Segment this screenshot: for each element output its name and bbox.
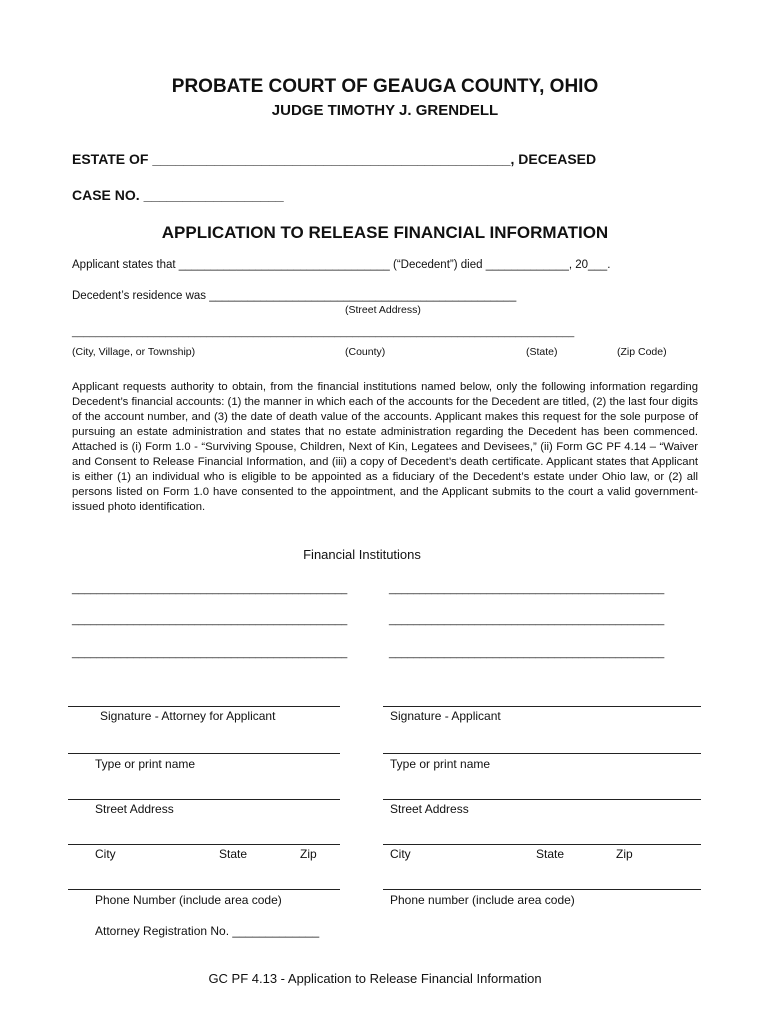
applicant-zip-label: Zip bbox=[616, 847, 633, 861]
applicant-state-label: State bbox=[536, 847, 565, 861]
attorney-street-label: Street Address bbox=[95, 802, 174, 816]
authority-paragraph: Applicant requests authority to obtain, from the financial institutions named below, only the following information regarding Decedent’s financial accounts: (1) the manner in which each of the accounts for the Decedent are titled, (2) the last four digits of the account number, and (3) the date of death value of the accounts. Applicant makes this request for the sole purpose of pursuing an estate administration and states that no estate administration regarding the Decedent has been commenced. Attached is (i) Form 1.0 - “Surviving Spouse, Children, Next of Kin, Legatees and Devisees,” (ii) Form GC PF 4.14 – “Waiver and Consent to Release Financial Information, and (iii) a copy of Decedent’s death certificate. Applicant states that Applicant is either (1) an individual who is eligible to be appointed as a fiduciary of the Decedent’s estate under Ohio law, or (2) all persons listed on Form 1.0 have consented to the appointment, and the Applicant submits to the court a valid government-issued photo identification. bbox=[72, 381, 698, 513]
attorney-state-label: State bbox=[219, 847, 248, 861]
judge-name: JUDGE TIMOTHY J. GRENDELL bbox=[271, 102, 499, 119]
attorney-name-line[interactable] bbox=[68, 753, 340, 754]
attorney-street-line[interactable] bbox=[68, 799, 340, 800]
attorney-signature-label: Signature - Attorney for Applicant bbox=[100, 709, 276, 723]
applicant-signature-label: Signature - Applicant bbox=[390, 709, 501, 723]
attorney-city-label: City bbox=[95, 847, 116, 861]
applicant-name-label: Type or print name bbox=[390, 757, 491, 771]
applicant-street-line[interactable] bbox=[383, 799, 701, 800]
institution-blank-4[interactable]: _____________________________________________ bbox=[389, 614, 665, 626]
street-address-caption: (Street Address) bbox=[345, 304, 421, 316]
form-title: APPLICATION TO RELEASE FINANCIAL INFORMATION bbox=[161, 223, 609, 242]
attorney-zip-label: Zip bbox=[300, 847, 317, 861]
institution-blank-6[interactable]: _____________________________________________ bbox=[389, 647, 665, 659]
city-caption: (City, Village, or Township) bbox=[72, 346, 196, 358]
zip-caption: (Zip Code) bbox=[617, 346, 667, 358]
institution-blank-2[interactable]: _____________________________________________ bbox=[389, 583, 665, 595]
institution-blank-5[interactable]: _____________________________________________ bbox=[72, 647, 348, 659]
court-title: PROBATE COURT OF GEAUGA COUNTY, OHIO bbox=[171, 76, 599, 97]
attorney-registration-line: Attorney Registration No. _____________ bbox=[95, 924, 320, 938]
attorney-city-line[interactable] bbox=[68, 844, 340, 845]
case-number-line: CASE NO. __________________ bbox=[72, 187, 284, 203]
attorney-phone-label: Phone Number (include area code) bbox=[95, 893, 282, 907]
form-footer: GC PF 4.13 - Application to Release Financial Information bbox=[208, 971, 542, 986]
applicant-phone-label: Phone number (include area code) bbox=[390, 893, 575, 907]
attorney-phone-line[interactable] bbox=[68, 889, 340, 890]
applicant-statement-line: Applicant states that _________________________________ (“Decedent”) died _____________, 20___. bbox=[72, 259, 611, 271]
estate-line: ESTATE OF ______________________________________________, DECEASED bbox=[72, 151, 597, 167]
attorney-name-label: Type or print name bbox=[95, 757, 196, 771]
institution-blank-1[interactable]: _____________________________________________ bbox=[72, 583, 348, 595]
applicant-city-line[interactable] bbox=[383, 844, 701, 845]
applicant-city-label: City bbox=[390, 847, 411, 861]
attorney-signature-line[interactable] bbox=[68, 706, 340, 707]
financial-institutions-heading: Financial Institutions bbox=[303, 547, 421, 562]
applicant-name-line[interactable] bbox=[383, 753, 701, 754]
address-blank-line: ______________________________________________________________________________________ bbox=[72, 326, 575, 338]
institution-blank-3[interactable]: _____________________________________________ bbox=[72, 614, 348, 626]
state-caption: (State) bbox=[526, 346, 558, 358]
applicant-phone-line[interactable] bbox=[383, 889, 701, 890]
decedent-residence-line: Decedent’s residence was ________________________________________________ bbox=[72, 290, 517, 302]
applicant-street-label: Street Address bbox=[390, 802, 469, 816]
county-caption: (County) bbox=[345, 346, 386, 358]
applicant-signature-line[interactable] bbox=[383, 706, 701, 707]
